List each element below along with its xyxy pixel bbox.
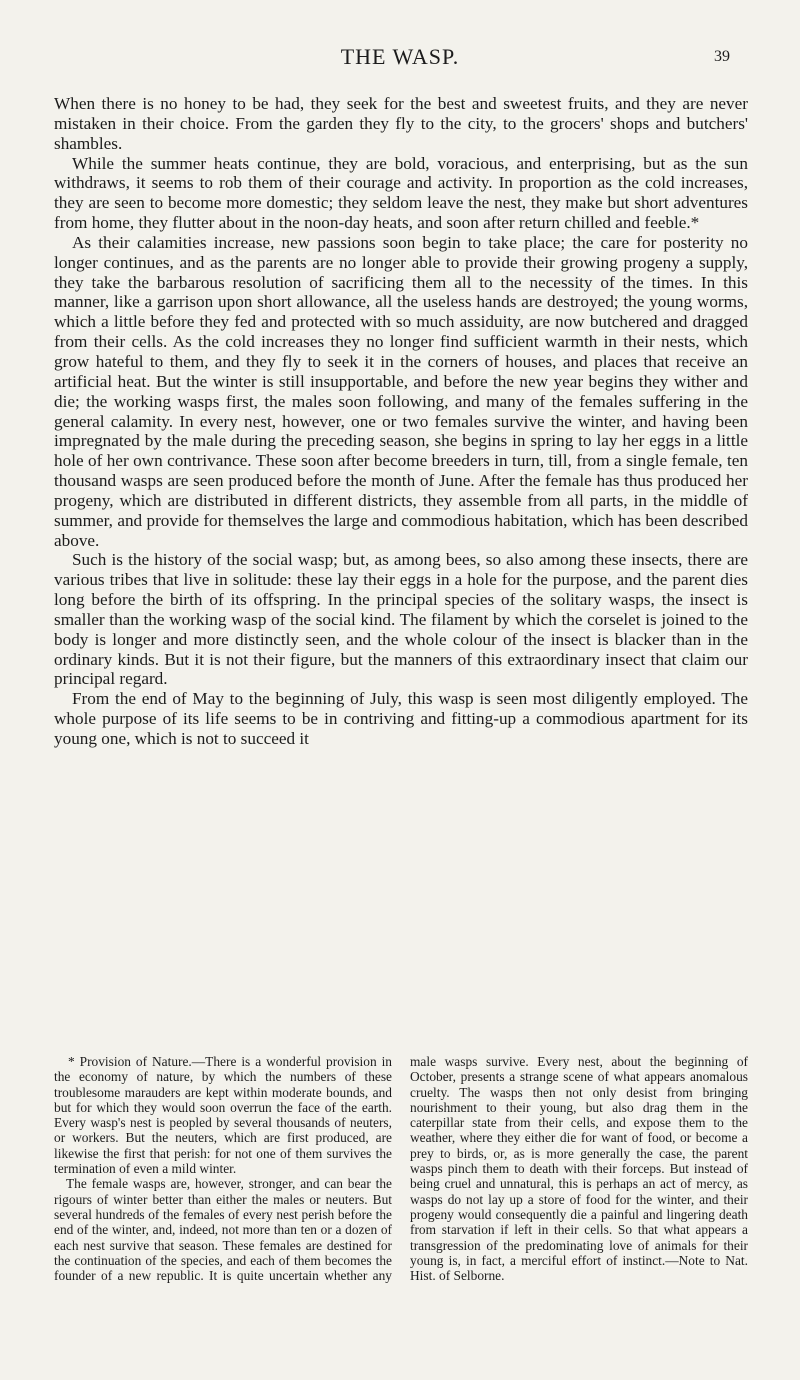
footnotes bbox=[54, 1054, 748, 1354]
running-title: THE WASP. bbox=[340, 44, 460, 69]
page-number: 39 bbox=[714, 48, 730, 65]
paragraph: As their calamities increase, new passions soon begin to take place; the care for posterity no longer continues, and as the parents are no longer able to provide their growing progeny a supply, they take the barbarous resolution of sacrificing them all to the necessity of the times. In this manner, like a garrison upon short allowance, all the useless hands are destroyed; the young worms, which a little before they fed and protected with so much assiduity, are now butchered and dragged from their cells. As the cold increases they no longer find sufficient warmth in their nests, which grow hateful to them, and they fly to seek it in the corners of houses, and places that receive an artificial heat. But the winter is still insupportable, and before the new year begins they wither and die; the working wasps first, the males soon following, and many of the females suffering in the general calamity. In every nest, however, one or two females survive the winter, and having been impregnated by the male during the preceding season, she begins in spring to lay her eggs in a little hole of her own contrivance. These soon after become breeders in turn, till, from a single female, ten thousand wasps are seen produced before the month of June. After the female has thus produced her progeny, which are distributed in different districts, they assemble from all parts, in the middle of summer, and provide for themselves the large and commodious habitation, which has been described above. bbox=[54, 232, 748, 550]
paragraph: When there is no honey to be had, they seek for the best and sweetest fruits, and they are never mistaken in their choice. From the garden they fly to the city, to the grocers' shops and butchers' shambles. bbox=[54, 94, 748, 153]
paragraph: Such is the history of the social wasp; but, as among bees, so also among these insects, there are various tribes that live in solitude: these lay their eggs in a hole for the purpose, and the parent dies long before the birth of its offspring. In the principal species of the solitary wasps, the insect is smaller than the working wasp of the social kind. The filament by which the corselet is joined to the body is longer and more distinctly seen, and the whole colour of the insect is blacker than in the ordinary kinds. But it is not their figure, but the manners of this extraordinary insect that claim our principal regard. bbox=[54, 550, 748, 689]
paragraph: From the end of May to the beginning of July, this wasp is seen most diligently employed. The whole purpose of its life seems to be in contriving and fitting-up a commodious apartment for its young one, which is not to succeed it bbox=[54, 689, 748, 748]
main-text bbox=[54, 94, 748, 749]
paragraph: While the summer heats continue, they are bold, voracious, and enterprising, but as the sun withdraws, it seems to rob them of their courage and activity. In proportion as the cold increases, they are seen to become more domestic; they seldom leave the nest, they make but short adventures from home, they flutter about in the noon-day heats, and soon after return chilled and feeble.* bbox=[54, 153, 748, 233]
page-header bbox=[0, 44, 800, 74]
footnote-paragraph: * Provision of Nature.—There is a wonderful provision in the economy of nature, by which the numbers of these troublesome marauders are kept within moderate bounds, and but for which they would soon overrun the face of the earth. Every wasp's nest is peopled by several thousands of neuters, or workers. But the neuters, which are first produced, are likewise the first that perish: for not one of them survives the termination of even a mild winter. bbox=[54, 1054, 392, 1177]
footnote-paragraph: The female wasps are, however, stronger, and can bear the rigours of winter better than either the males or neuters. But several hundreds of the females of every nest perish before the end of the winter, and, indeed, not more than ten or a dozen of each nest survive that season. These females are destined for the continuation of the species, and each of them becomes the founder of a new republic. It is quite uncertain whether any male wasps survive. Every nest, about the beginning of October, presents a strange scene of what appears anomalous cruelty. The wasps then not only desist from bringing nourishment to their young, but also drag them in the caterpillar state from their cells, and expose them to the weather, where they either die for want of food, or become a prey to birds, or, as is more generally the case, the parent wasps pinch them to death with their forceps. But instead of being cruel and unnatural, this is perhaps an act of mercy, as wasps do not lay up a store of food for the winter, and their progeny would consequently die a painful and lingering death from starvation if left in their cells. So that what appears a transgression of the predominating love of animals for their young is, in fact, a merciful effort of instinct.—Note to Nat. Hist. of Selborne. bbox=[54, 1054, 748, 1284]
